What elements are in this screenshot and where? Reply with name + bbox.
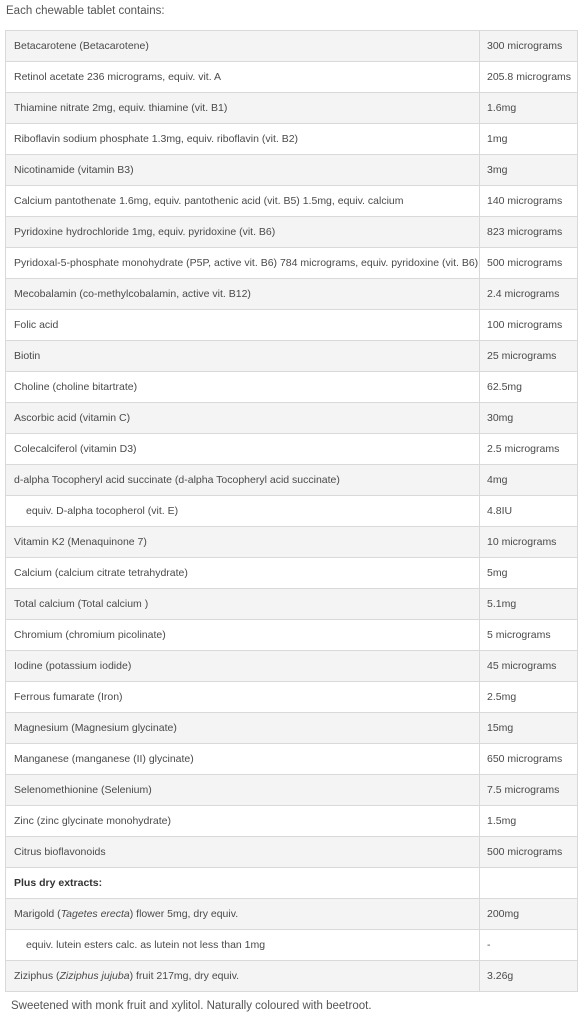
ingredient-amount: 140 micrograms bbox=[480, 186, 578, 217]
table-intro: Each chewable tablet contains: bbox=[6, 5, 165, 17]
ingredient-name-part: ) fruit 217mg, dry equiv. bbox=[129, 970, 240, 982]
ingredient-name-cell bbox=[6, 899, 480, 930]
table-row bbox=[6, 713, 578, 744]
ingredient-amount: 3mg bbox=[480, 155, 578, 186]
ingredient-name: Zinc (zinc glycinate monohydrate) bbox=[14, 815, 171, 827]
table-row bbox=[6, 651, 578, 682]
ingredient-amount: 30mg bbox=[480, 403, 578, 434]
ingredient-amount: 5 micrograms bbox=[480, 620, 578, 651]
ingredient-name: Pyridoxine hydrochloride 1mg, equiv. pyridoxine (vit. B6) bbox=[14, 226, 276, 238]
ingredient-amount: 15mg bbox=[480, 713, 578, 744]
ingredient-name-cell bbox=[6, 837, 480, 868]
ingredient-amount: 2.5 micrograms bbox=[480, 434, 578, 465]
ingredient-amount: 500 micrograms bbox=[480, 248, 578, 279]
ingredient-name: Riboflavin sodium phosphate 1.3mg, equiv. riboflavin (vit. B2) bbox=[14, 133, 299, 145]
ingredient-amount: 100 micrograms bbox=[480, 310, 578, 341]
table-row bbox=[6, 31, 578, 62]
ingredient-name-cell bbox=[6, 806, 480, 837]
ingredients-table bbox=[5, 30, 578, 992]
ingredient-latin-name: Tagetes erecta bbox=[60, 908, 130, 920]
ingredient-name: Nicotinamide (vitamin B3) bbox=[14, 164, 134, 176]
ingredient-name-cell bbox=[6, 434, 480, 465]
table-row bbox=[6, 496, 578, 527]
ingredient-name: Pyridoxal-5-phosphate monohydrate (P5P, active vit. B6) 784 micrograms, equiv. pyridoxine (vit. B6) bbox=[14, 257, 479, 269]
ingredient-name-cell bbox=[6, 775, 480, 806]
table-row bbox=[6, 682, 578, 713]
ingredient-amount: 1mg bbox=[480, 124, 578, 155]
ingredient-amount: 205.8 micrograms bbox=[480, 62, 578, 93]
ingredient-name-cell bbox=[6, 620, 480, 651]
ingredient-name-part: Ziziphus ( bbox=[14, 970, 60, 982]
ingredients-table-body bbox=[6, 31, 578, 992]
ingredient-name: Total calcium (Total calcium ) bbox=[14, 598, 149, 610]
table-row bbox=[6, 930, 578, 961]
ingredient-name: Retinol acetate 236 micrograms, equiv. vit. A bbox=[14, 71, 221, 83]
table-row bbox=[6, 806, 578, 837]
ingredient-name: Chromium (chromium picolinate) bbox=[14, 629, 166, 641]
ingredient-amount: 500 micrograms bbox=[480, 837, 578, 868]
table-row bbox=[6, 775, 578, 806]
ingredient-name: Citrus bioflavonoids bbox=[14, 846, 106, 858]
ingredient-name-cell bbox=[6, 248, 480, 279]
ingredient-amount: 62.5mg bbox=[480, 372, 578, 403]
ingredient-name: Choline (choline bitartrate) bbox=[14, 381, 138, 393]
ingredient-name-cell bbox=[6, 62, 480, 93]
ingredient-name: Calcium pantothenate 1.6mg, equiv. pantothenic acid (vit. B5) 1.5mg, equiv. calcium bbox=[14, 195, 404, 207]
ingredient-amount: 25 micrograms bbox=[480, 341, 578, 372]
ingredient-name: Folic acid bbox=[14, 319, 59, 331]
ingredient-name-part: ) flower 5mg, dry equiv. bbox=[129, 908, 239, 920]
table-row bbox=[6, 372, 578, 403]
table-row bbox=[6, 155, 578, 186]
table-row bbox=[6, 248, 578, 279]
table-row bbox=[6, 961, 578, 992]
ingredient-name-cell bbox=[6, 496, 480, 527]
table-row bbox=[6, 465, 578, 496]
ingredient-amount: 7.5 micrograms bbox=[480, 775, 578, 806]
ingredient-name: Biotin bbox=[14, 350, 41, 362]
ingredient-name: equiv. D-alpha tocopherol (vit. E) bbox=[26, 505, 179, 517]
ingredient-amount: 3.26g bbox=[480, 961, 578, 992]
ingredient-amount: 823 micrograms bbox=[480, 217, 578, 248]
ingredient-name: Colecalciferol (vitamin D3) bbox=[14, 443, 137, 455]
ingredient-name: equiv. lutein esters calc. as lutein not less than 1mg bbox=[26, 939, 266, 951]
ingredient-name-part: Marigold ( bbox=[14, 908, 61, 920]
ingredient-name-cell bbox=[6, 341, 480, 372]
ingredient-amount: 5.1mg bbox=[480, 589, 578, 620]
ingredient-amount: 650 micrograms bbox=[480, 744, 578, 775]
ingredient-name: Ascorbic acid (vitamin C) bbox=[14, 412, 131, 424]
ingredient-name: Mecobalamin (co-methylcobalamin, active vit. B12) bbox=[14, 288, 251, 300]
ingredient-name: Betacarotene (Betacarotene) bbox=[14, 40, 149, 52]
table-row bbox=[6, 527, 578, 558]
ingredient-name-cell bbox=[6, 372, 480, 403]
ingredients-table-wrapper bbox=[5, 30, 577, 992]
ingredient-amount bbox=[480, 868, 578, 899]
ingredient-amount: 5mg bbox=[480, 558, 578, 589]
ingredient-name-cell bbox=[6, 868, 480, 899]
table-row bbox=[6, 744, 578, 775]
ingredient-name-cell bbox=[6, 930, 480, 961]
ingredient-name-cell bbox=[6, 589, 480, 620]
ingredient-name-cell bbox=[6, 310, 480, 341]
table-row bbox=[6, 279, 578, 310]
ingredient-amount: - bbox=[480, 930, 578, 961]
ingredient-name: d-alpha Tocopheryl acid succinate (d-alpha Tocopheryl acid succinate) bbox=[14, 474, 340, 486]
table-row bbox=[6, 93, 578, 124]
ingredient-name-cell bbox=[6, 961, 480, 992]
table-row bbox=[6, 310, 578, 341]
ingredient-name-cell bbox=[6, 31, 480, 62]
ingredient-amount: 45 micrograms bbox=[480, 651, 578, 682]
ingredient-amount: 300 micrograms bbox=[480, 31, 578, 62]
ingredient-name: Ferrous fumarate (Iron) bbox=[14, 691, 123, 703]
ingredient-name-cell bbox=[6, 713, 480, 744]
ingredient-amount: 2.4 micrograms bbox=[480, 279, 578, 310]
ingredient-name-cell bbox=[6, 217, 480, 248]
table-row bbox=[6, 217, 578, 248]
ingredient-name-cell bbox=[6, 558, 480, 589]
table-row bbox=[6, 341, 578, 372]
ingredient-name-cell bbox=[6, 155, 480, 186]
ingredient-name: Calcium (calcium citrate tetrahydrate) bbox=[14, 567, 188, 579]
ingredient-name: Magnesium (Magnesium glycinate) bbox=[14, 722, 177, 734]
ingredient-name-cell bbox=[6, 279, 480, 310]
table-row bbox=[6, 62, 578, 93]
ingredient-name-cell bbox=[6, 527, 480, 558]
ingredient-name-cell bbox=[6, 465, 480, 496]
ingredient-name-cell bbox=[6, 403, 480, 434]
ingredient-amount: 1.6mg bbox=[480, 93, 578, 124]
ingredient-name: Selenomethionine (Selenium) bbox=[14, 784, 152, 796]
ingredient-name-cell bbox=[6, 651, 480, 682]
table-row bbox=[6, 868, 578, 899]
footer-note: Sweetened with monk fruit and xylitol. Naturally coloured with beetroot. bbox=[11, 1000, 372, 1012]
table-row bbox=[6, 620, 578, 651]
ingredient-name: Thiamine nitrate 2mg, equiv. thiamine (vit. B1) bbox=[14, 102, 228, 114]
table-row bbox=[6, 558, 578, 589]
ingredient-amount: 200mg bbox=[480, 899, 578, 930]
ingredient-latin-name: Ziziphus jujuba bbox=[59, 970, 130, 982]
ingredient-name: Iodine (potassium iodide) bbox=[14, 660, 132, 672]
ingredient-name: Vitamin K2 (Menaquinone 7) bbox=[14, 536, 147, 548]
ingredient-amount: 1.5mg bbox=[480, 806, 578, 837]
ingredient-amount: 10 micrograms bbox=[480, 527, 578, 558]
ingredient-name-cell bbox=[6, 124, 480, 155]
table-row bbox=[6, 589, 578, 620]
table-row bbox=[6, 837, 578, 868]
ingredient-name-cell bbox=[6, 93, 480, 124]
table-row bbox=[6, 403, 578, 434]
table-row bbox=[6, 899, 578, 930]
ingredient-amount: 4mg bbox=[480, 465, 578, 496]
ingredient-amount: 2.5mg bbox=[480, 682, 578, 713]
table-row bbox=[6, 124, 578, 155]
ingredient-name-cell bbox=[6, 682, 480, 713]
section-heading: Plus dry extracts: bbox=[14, 877, 103, 889]
ingredient-name: Manganese (manganese (II) glycinate) bbox=[14, 753, 194, 765]
table-row bbox=[6, 434, 578, 465]
ingredient-name-cell bbox=[6, 186, 480, 217]
table-row bbox=[6, 186, 578, 217]
ingredient-name-cell bbox=[6, 744, 480, 775]
ingredient-amount: 4.8IU bbox=[480, 496, 578, 527]
